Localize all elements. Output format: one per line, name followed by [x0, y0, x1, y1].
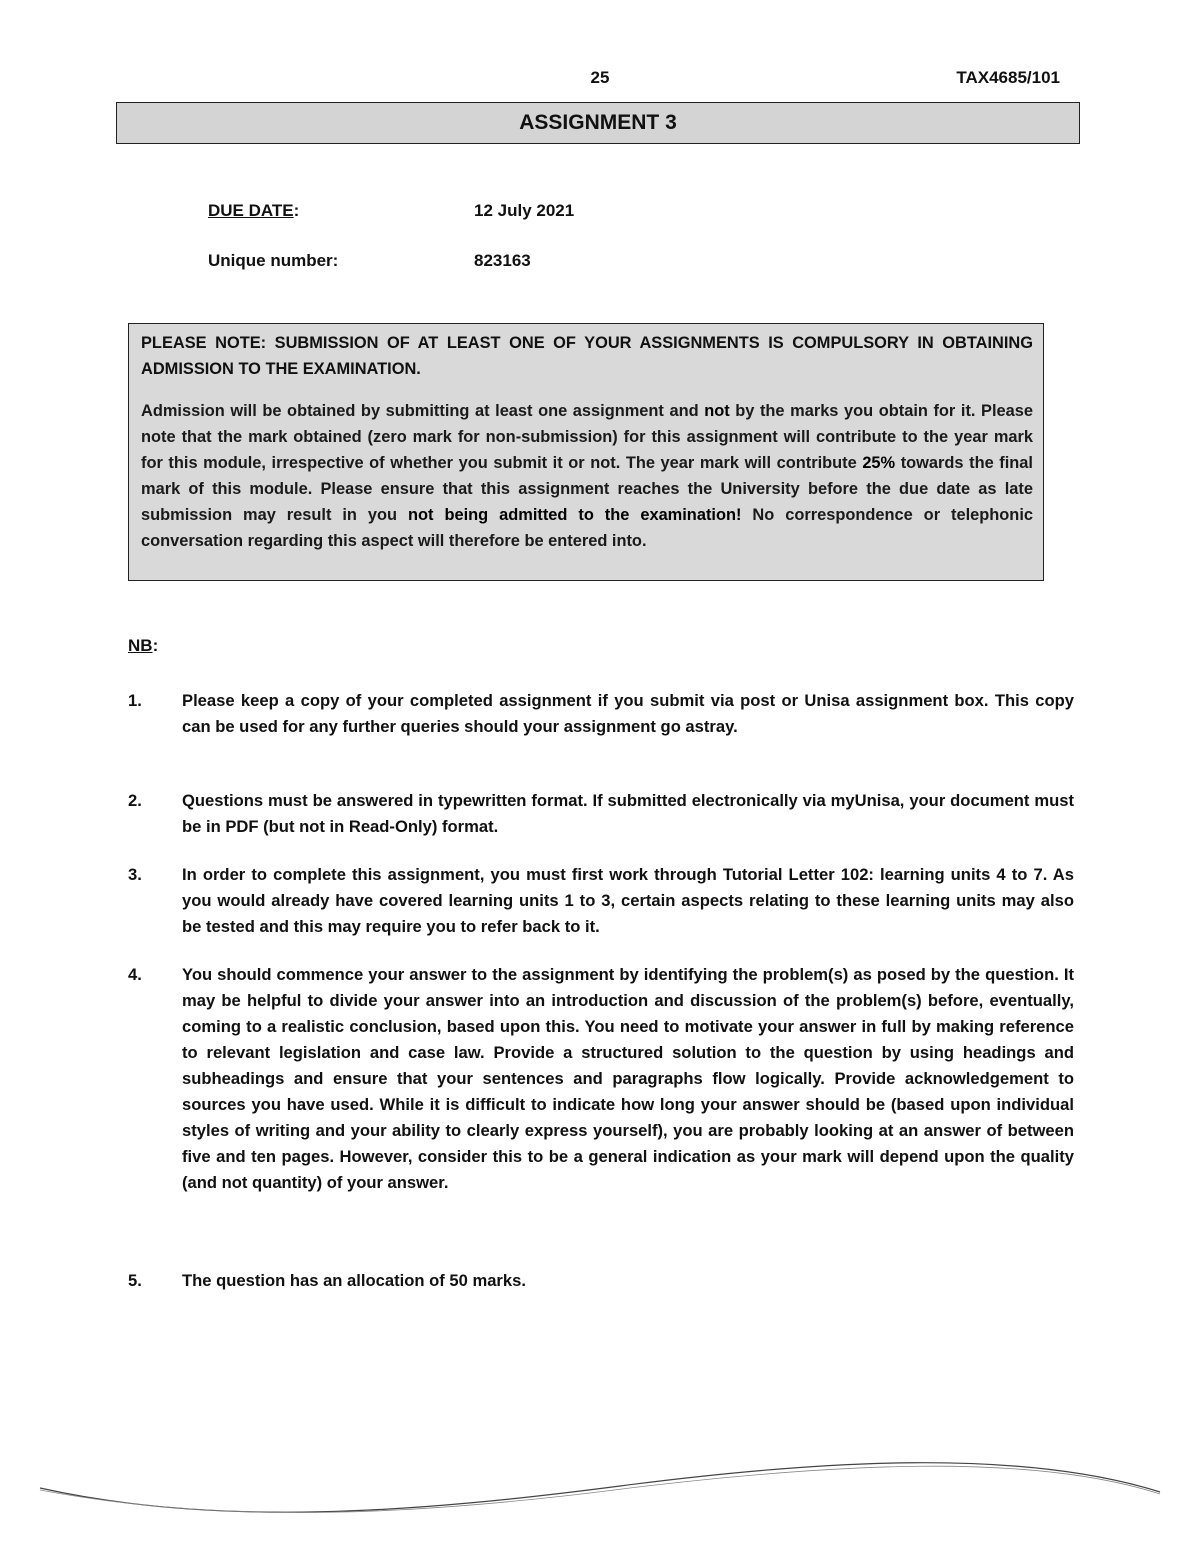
- list-item-text-part: format. If submitted electronically via myUnisa, your document must be in: [182, 791, 1074, 836]
- notice-body-not-admitted: not being admitted to the examination!: [408, 506, 742, 524]
- unique-number-value: 823163: [474, 251, 531, 270]
- page-number: 25: [590, 68, 610, 87]
- footer-swoosh-decoration: [0, 1440, 1200, 1520]
- list-item: [128, 962, 1074, 1196]
- list-item-number: 4.: [128, 965, 142, 984]
- list-item-text: [182, 788, 1074, 840]
- notice-body-not: not: [704, 402, 730, 420]
- due-date-label-text: DUE DATE: [208, 201, 294, 220]
- notice-heading: PLEASE NOTE: SUBMISSION OF AT LEAST ONE OF YOUR ASSIGNMENTS IS COMPULSORY IN OBTAINING ADMISSION TO THE EXAMINATION.: [141, 334, 1033, 378]
- list-item: [128, 862, 1074, 940]
- list-item-number: 3.: [128, 865, 142, 884]
- assignment-title-bar: [116, 102, 1080, 144]
- due-date-value: 12 July 2021: [474, 201, 575, 220]
- nb-heading: [128, 636, 158, 656]
- list-item: [128, 1268, 1074, 1294]
- list-item-text-part: Questions must be answered in: [182, 791, 438, 810]
- list-item-number: 2.: [128, 791, 142, 810]
- list-item-text: The question has an allocation of 50 marks.: [182, 1271, 526, 1290]
- notice-body-part1: Admission will be obtained by submitting at least one assignment and: [141, 402, 705, 420]
- list-item: [128, 688, 1074, 740]
- due-date-label: [208, 201, 299, 221]
- list-item: [128, 788, 1074, 840]
- notice-body-part4: No correspondence or telephonic conversation regarding this aspect will therefore be entered into.: [141, 506, 1033, 550]
- due-date-colon: :: [293, 201, 300, 220]
- unique-number-label: Unique number:: [208, 251, 339, 270]
- module-code: TAX4685/101: [956, 68, 1060, 87]
- list-item-number: 1.: [128, 691, 142, 710]
- list-item-number: 5.: [128, 1271, 142, 1290]
- notice-body-part3: towards the final mark of this module. Please ensure that this assignment reaches the University before the due date as late submission may result in you: [141, 454, 1033, 524]
- nb-heading-colon: :: [152, 636, 159, 655]
- notice-body-percentage: 25%: [862, 454, 896, 472]
- list-item-text-part: format.: [437, 817, 499, 836]
- notice-body: [141, 398, 1033, 554]
- nb-heading-text: NB: [128, 636, 153, 655]
- admission-notice-box: [128, 323, 1044, 581]
- list-item-text: Please keep a copy of your completed assignment if you submit via post or Unisa assignment box. This copy can be used for any further queries should your assignment go astray.: [182, 691, 1074, 736]
- list-item-text-typewritten: typewritten: [437, 791, 527, 810]
- notice-body-part2: by the marks you obtain for it. Please note that the mark obtained (zero mark for non-submission) for this assignment will contribute to the year mark for this module, irrespective of whether you submit it or not. The year mark will contribute: [141, 402, 1033, 472]
- list-item-text: You should commence your answer to the assignment by identifying the problem(s) as posed by the question. It may be helpful to divide your answer into an introduction and discussion of the problem(s) before, eventually, coming to a realistic conclusion, based upon this. You need to motivate your answer in full by making reference to relevant legislation and case law. Provide a structured solution to the question by using headings and subheadings and ensure that your sentences and paragraphs flow logically. Provide acknowledgement to sources you have used. While it is difficult to indicate how long your answer should be (based upon individual styles of writing and your ability to clearly express yourself), you are probably looking at an answer of between five and ten pages. However, consider this to be a general indication as your mark will depend upon the quality (and not quantity) of your answer.: [182, 965, 1074, 1192]
- list-item-text-pdf: PDF (but not in Read-Only): [225, 817, 438, 836]
- list-item-text: In order to complete this assignment, you must first work through Tutorial Letter 102: learning units 4 to 7. As you would already have covered learning units 1 to 3, certain aspects relating to these learning units may also be tested and this may require you to refer back to it.: [182, 865, 1074, 936]
- assignment-title: ASSIGNMENT 3: [519, 111, 677, 134]
